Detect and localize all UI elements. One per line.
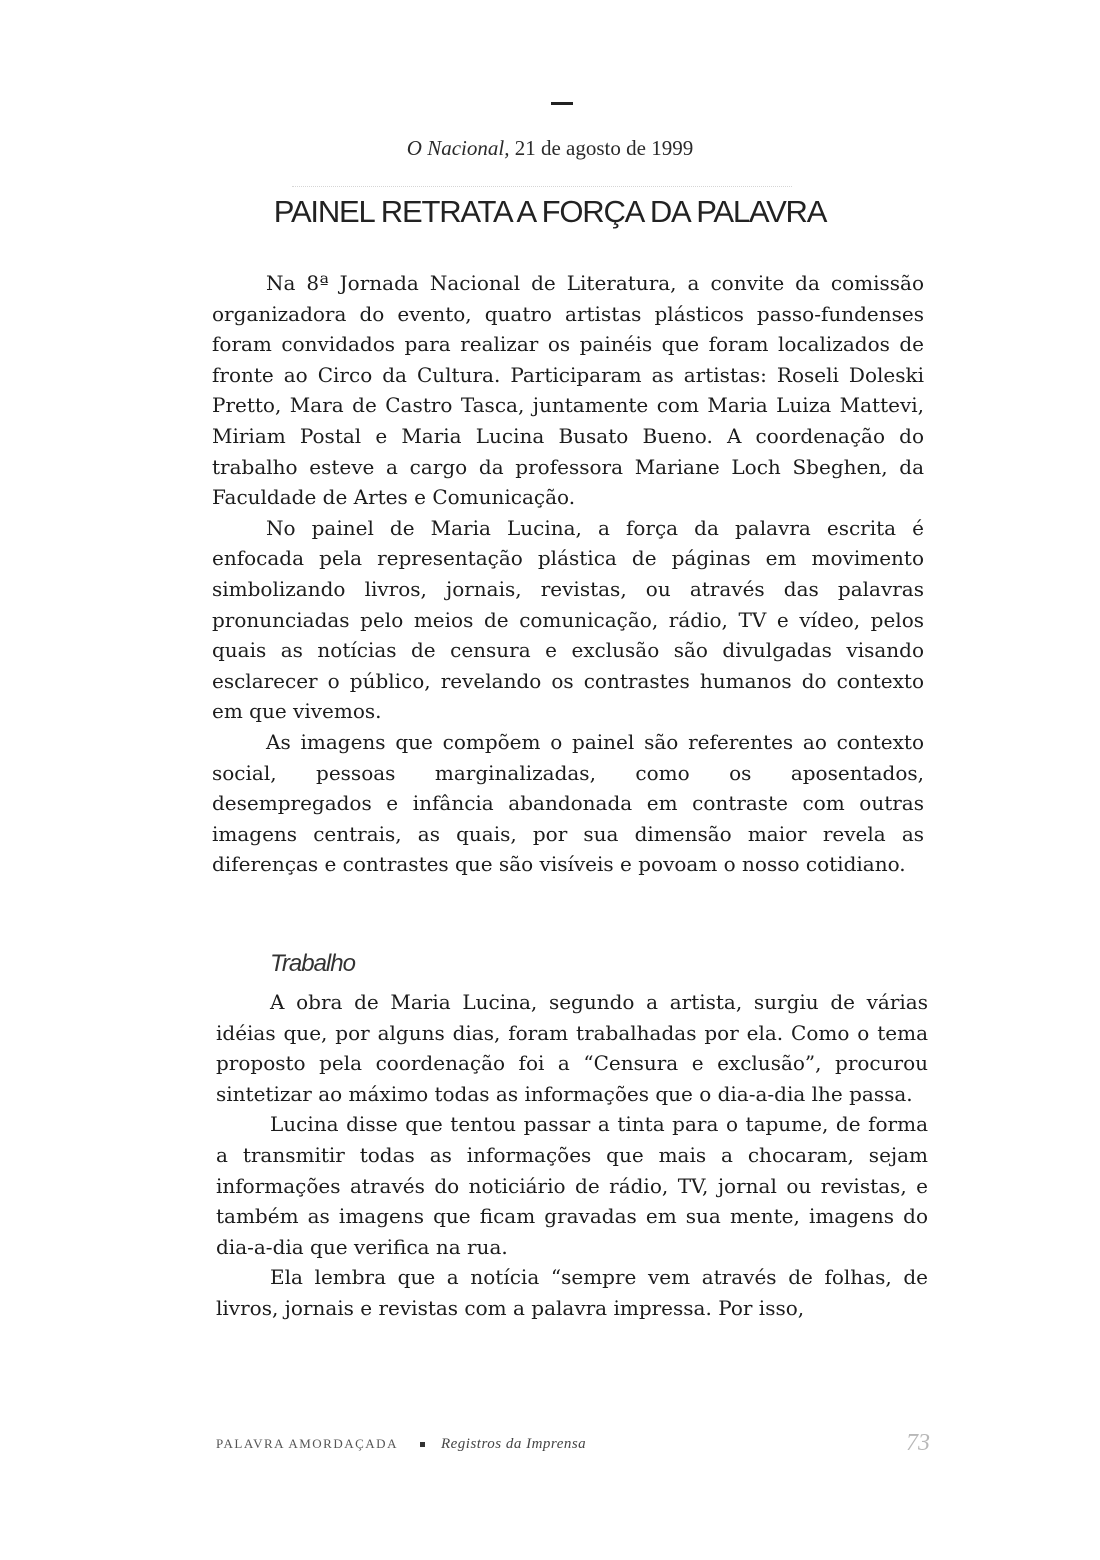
source-line	[0, 136, 1100, 161]
page-footer	[216, 1436, 586, 1453]
faint-rule	[292, 186, 792, 187]
paragraph-4: A obra de Maria Lucina, segundo a artista, surgiu de várias idéias que, por alguns dias, foram trabalhadas por ela. Como o tema proposto pela coordenação foi a “Censura e exclusão”, procurou sintetizar ao máximo todas as informações que o dia-a-dia lhe passa.	[216, 990, 928, 1106]
source-publication: O Nacional,	[406, 136, 510, 160]
paragraph-6: Ela lembra que a notícia “sempre vem através de folhas, de livros, jornais e revistas com a palavra impressa. Por isso,	[216, 1265, 928, 1320]
paragraph-3: As imagens que compõem o painel são referentes ao contexto social, pessoas marginalizadas, como os aposentados, desempregados e infância abandonada em contraste com outras imagens centrais, as quais, por sua dimensão maior revela as diferenças e contrastes que são visíveis e povoam o nosso cotidiano.	[212, 729, 924, 877]
article-title: PAINEL RETRATA A FORÇA DA PALAVRA	[273, 194, 827, 229]
paragraph-2: No painel de Maria Lucina, a força da palavra escrita é enfocada pela representação plástica de páginas em movimento simbolizando livros, jornais, revistas, ou através das palavras pronunciadas pelo meios de comunicação, rádio, TV e vídeo, pelos quais as notícias de censura e exclusão são divulgadas visando esclarecer o público, revelando os contrastes humanos do contexto em que vivemos.	[212, 515, 924, 724]
paragraph-1: Na 8ª Jornada Nacional de Literatura, a convite da comissão organizadora do evento, quatro artistas plásticos passo-fundenses foram convidados para realizar os painéis que foram localizados de fronte ao Circo da Cultura. Participaram as artistas: Roseli Doleski Pretto, Mara de Castro Tasca, juntamente com Maria Luiza Mattevi, Miriam Postal e Maria Lucina Busato Bueno. A coordenação do trabalho esteve a cargo da professora Mariane Loch Sbeghen, da Faculdade de Artes e Comunicação.	[212, 271, 924, 510]
footer-bullet	[420, 1442, 425, 1447]
article-body-section-2	[216, 987, 928, 1324]
article-body-section-1	[212, 268, 924, 880]
source-date: 21 de agosto de 1999	[509, 136, 694, 160]
top-dash-mark	[551, 102, 573, 105]
paragraph-5: Lucina disse que tentou passar a tinta para o tapume, de forma a transmitir todas as informações que mais a chocaram, sejam informações através do noticiário de rádio, TV, jornal ou revistas, e também as imagens que ficam gravadas em sua mente, imagens do dia-a-dia que verifica na rua.	[216, 1112, 928, 1259]
footer-section-title: Registros da Imprensa	[440, 1436, 587, 1452]
footer-series-title: PALAVRA AMORDAÇADA	[216, 1436, 398, 1451]
page-number: 73	[906, 1430, 930, 1456]
section-subheading: Trabalho	[270, 950, 355, 977]
